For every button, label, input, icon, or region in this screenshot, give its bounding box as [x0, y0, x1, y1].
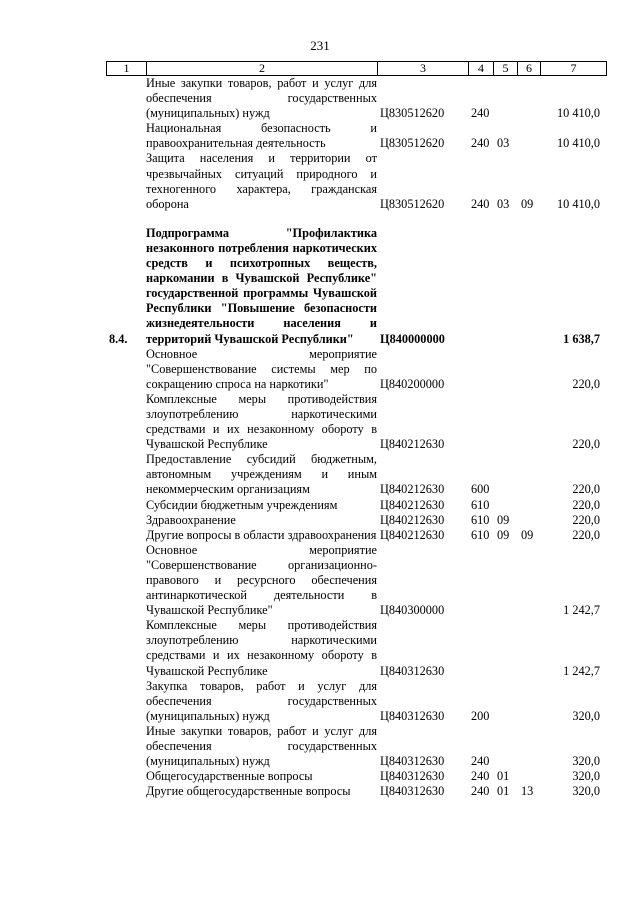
row-name: Комплексные меры противодействия злоупотреблению наркотическими средствами и их незаконному обороту в Чувашской Республике	[146, 391, 377, 452]
row-amount: 320,0	[572, 784, 600, 799]
expense-type-code: 240	[471, 784, 490, 799]
expense-type-code: 240	[471, 769, 490, 784]
section-code: 01	[497, 769, 510, 784]
target-article-code: Ц840312630	[380, 754, 445, 769]
row-name: Общегосударственные вопросы	[146, 769, 313, 784]
table-row	[106, 724, 606, 769]
expense-type-code: 240	[471, 196, 490, 211]
row-amount: 1 242,7	[563, 663, 600, 678]
target-article-code: Ц840212630	[380, 527, 445, 542]
header-col-7: 7	[541, 62, 607, 76]
header-col-1: 1	[107, 62, 147, 76]
target-article-code: Ц840312630	[380, 663, 445, 678]
row-amount: 1 638,7	[563, 331, 600, 346]
table-row	[106, 121, 606, 151]
row-name: Подпрограмма "Профилактика незаконного потребления наркотических средств и психотропных веществ, наркомании в Чувашской Республике" государственной программы Чувашской Республики "Повышение безопасности жизнедеятельности населения и территорий Чувашской Республики"	[146, 225, 377, 346]
header-col-2: 2	[147, 62, 378, 76]
page-number: 231	[310, 38, 330, 53]
row-name: Национальная безопасность и правоохранительная деятельность	[146, 121, 377, 151]
expense-type-code: 610	[471, 497, 490, 512]
section-code: 01	[497, 784, 510, 799]
row-amount: 10 410,0	[556, 196, 600, 211]
row-name: Другие вопросы в области здравоохранения	[146, 527, 377, 542]
expense-type-code: 600	[471, 482, 490, 497]
table-row	[106, 769, 606, 784]
header-col-4: 4	[469, 62, 494, 76]
expense-type-code: 240	[471, 106, 490, 121]
subsection-code: 09	[521, 527, 534, 542]
row-amount: 220,0	[572, 482, 600, 497]
expense-type-code: 240	[471, 754, 490, 769]
target-article-code: Ц840300000	[380, 603, 445, 618]
row-name: Комплексные меры противодействия злоупотреблению наркотическими средствами и их незаконному обороту в Чувашской Республике	[146, 618, 377, 678]
target-article-code: Ц830512620	[380, 196, 445, 211]
row-name: Субсидии бюджетным учреждениям	[146, 497, 338, 512]
table-row	[106, 543, 606, 618]
row-amount: 220,0	[572, 376, 600, 391]
target-article-code: Ц840212630	[380, 512, 445, 527]
target-article-code: Ц840200000	[380, 376, 445, 391]
header-col-6: 6	[518, 62, 541, 76]
target-article-code: Ц840000000	[380, 331, 445, 346]
row-amount: 10 410,0	[556, 106, 600, 121]
table-row	[106, 513, 606, 528]
table-row	[106, 528, 606, 543]
row-name: Иные закупки товаров, работ и услуг для обеспечения государственных (муниципальных) нужд	[146, 723, 377, 769]
target-article-code: Ц840312630	[380, 708, 445, 723]
row-name: Здравоохранение	[146, 512, 236, 527]
row-amount: 220,0	[572, 437, 600, 452]
subsection-code: 09	[521, 196, 534, 211]
row-amount: 10 410,0	[556, 136, 600, 151]
target-article-code: Ц830512620	[380, 106, 445, 121]
row-amount: 320,0	[572, 754, 600, 769]
table-row	[106, 452, 606, 497]
section-code: 09	[497, 512, 510, 527]
section-code: 09	[497, 527, 510, 542]
row-amount: 220,0	[572, 497, 600, 512]
expense-type-code: 200	[471, 708, 490, 723]
row-amount: 1 242,7	[563, 603, 600, 618]
section-code: 03	[497, 196, 510, 211]
table-row	[106, 784, 606, 799]
header-col-3: 3	[378, 62, 469, 76]
column-header-row	[106, 61, 607, 76]
expense-type-code: 610	[471, 512, 490, 527]
row-name: Основное мероприятие "Совершенствование системы мер по сокращению спроса на наркотики"	[146, 346, 377, 391]
target-article-code: Ц830512620	[380, 136, 445, 151]
header-col-5: 5	[494, 62, 518, 76]
row-spacer	[106, 212, 606, 226]
table-row	[106, 347, 606, 392]
table-row	[106, 679, 606, 724]
row-amount: 220,0	[572, 527, 600, 542]
row-name: Предоставление субсидий бюджетным, автономным учреждениям и иным некоммерческим организациям	[146, 452, 377, 497]
row-name: Другие общегосударственные вопросы	[146, 784, 351, 799]
row-amount: 320,0	[572, 708, 600, 723]
table-row	[106, 76, 606, 121]
table-row	[106, 618, 606, 678]
section-code: 03	[497, 136, 510, 151]
target-article-code: Ц840212630	[380, 497, 445, 512]
row-amount: 220,0	[572, 512, 600, 527]
row-name: Основное мероприятие "Совершенствование организационно-правового и ресурсного обеспечения антинаркотической деятельности в Чувашской Республике"	[146, 542, 377, 618]
row-amount: 320,0	[572, 769, 600, 784]
target-article-code: Ц840212630	[380, 482, 445, 497]
target-article-code: Ц840312630	[380, 769, 445, 784]
table-row	[106, 226, 606, 347]
subsection-code: 13	[521, 784, 534, 799]
table-row	[106, 498, 606, 513]
budget-table-body	[106, 76, 606, 799]
expense-type-code: 240	[471, 136, 490, 151]
table-row	[106, 151, 606, 211]
row-name: Защита населения и территории от чрезвычайных ситуаций природного и техногенного характера, гражданская оборона	[146, 151, 377, 211]
target-article-code: Ц840212630	[380, 437, 445, 452]
row-number: 8.4.	[109, 331, 128, 346]
row-name: Закупка товаров, работ и услуг для обеспечения государственных (муниципальных) нужд	[146, 678, 377, 723]
target-article-code: Ц840312630	[380, 784, 445, 799]
expense-type-code: 610	[471, 527, 490, 542]
table-row	[106, 392, 606, 452]
row-name: Иные закупки товаров, работ и услуг для обеспечения государственных (муниципальных) нужд	[146, 76, 377, 121]
